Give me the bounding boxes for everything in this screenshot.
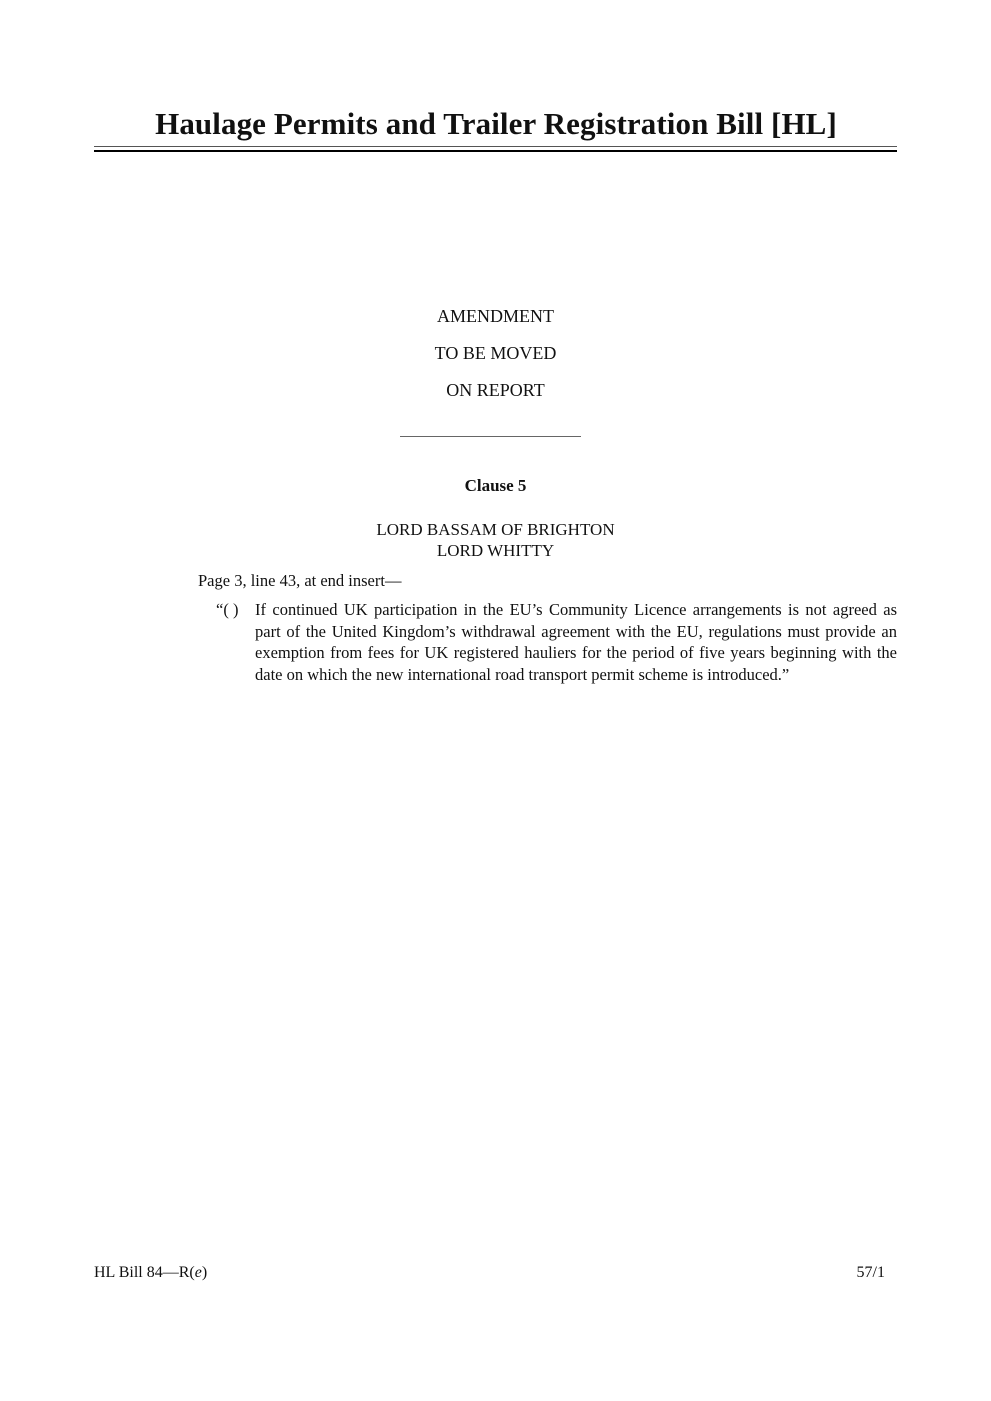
title-rule-thin	[94, 146, 897, 147]
bill-ref-prefix: HL Bill 84—R(	[94, 1264, 195, 1281]
amendment-text-block	[216, 599, 897, 685]
amendment-body: If continued UK participation in the EU’s Community Licence arrangements is not agreed as part of the United Kingdom’s withdrawal agreement with the EU, regulations must provide an exemption from fees for UK registered hauliers for the period of five years beginning with the date on which the new international road transport permit scheme is introduced.”	[255, 600, 897, 684]
bill-reference	[94, 1264, 207, 1282]
page-reference: 57/1	[856, 1264, 885, 1281]
heading-on-report: ON REPORT	[446, 380, 545, 400]
bill-title: Haulage Permits and Trailer Registration Bill [HL]	[155, 106, 837, 141]
mover-name: LORD WHITTY	[436, 541, 555, 560]
amendment-instruction: Page 3, line 43, at end insert—	[198, 571, 402, 590]
section-divider	[400, 436, 581, 437]
bill-ref-suffix: )	[201, 1264, 208, 1281]
bill-ref-italic: e	[194, 1264, 202, 1281]
mover-name: LORD BASSAM OF BRIGHTON	[376, 520, 615, 539]
movers-list	[0, 519, 991, 561]
heading-to-be-moved: TO BE MOVED	[434, 343, 557, 363]
title-rule-thick	[94, 150, 897, 152]
clause-heading: Clause 5	[464, 476, 527, 495]
heading-amendment: AMENDMENT	[437, 306, 554, 326]
amendment-number: “( )	[216, 600, 239, 619]
